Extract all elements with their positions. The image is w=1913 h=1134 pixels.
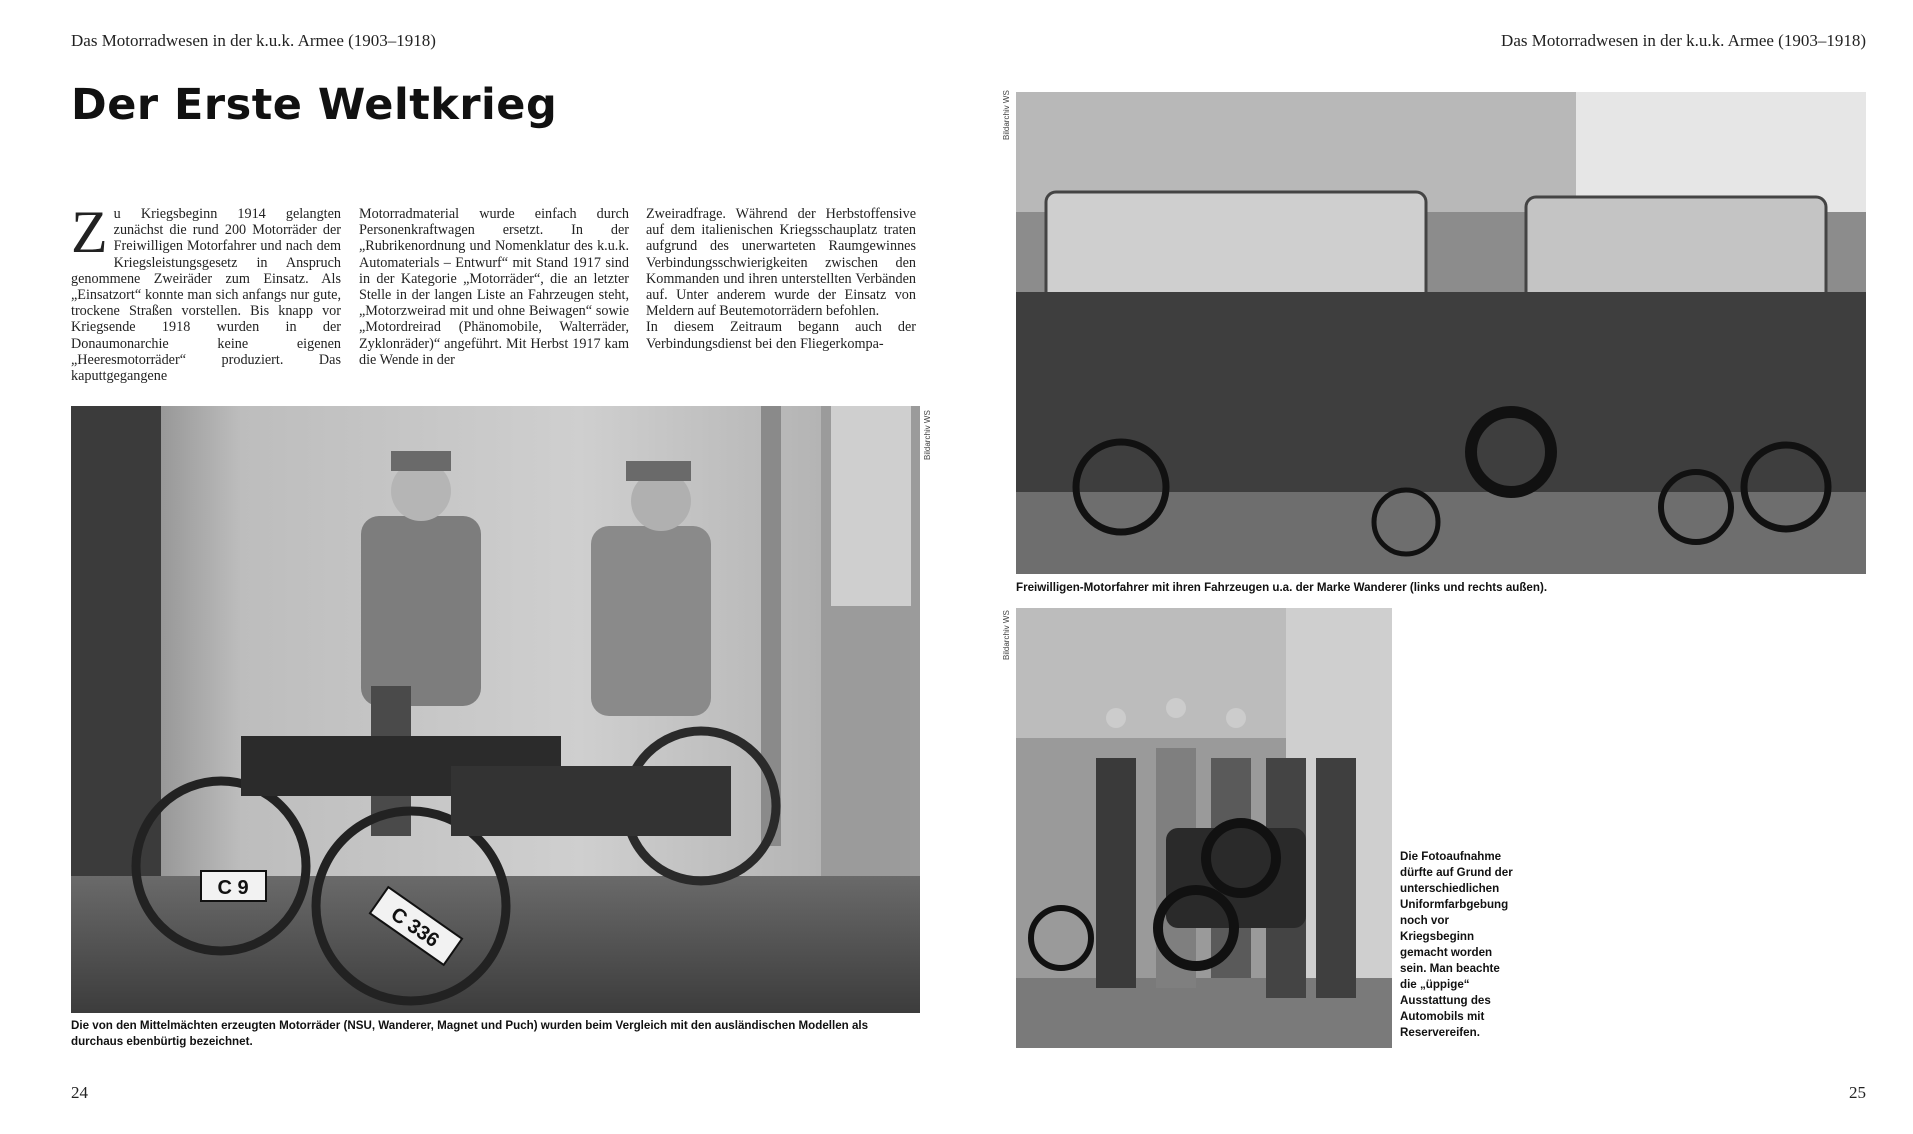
photo-credit-right-bottom: Bildarchiv WS bbox=[1002, 610, 1011, 660]
photo-credit-left: Bildarchiv WS bbox=[923, 410, 932, 460]
running-head-right: Das Motorradwesen in der k.u.k. Armee (1903–1918) bbox=[1501, 31, 1866, 50]
photo-credit-right-top: Bildarchiv WS bbox=[1002, 90, 1011, 140]
page-title: Der Erste Weltkrieg bbox=[71, 80, 558, 130]
page-number-right: 25 bbox=[1849, 1083, 1866, 1102]
running-head-left: Das Motorradwesen in der k.u.k. Armee (1903–1918) bbox=[71, 31, 436, 50]
column-1-text: u Kriegsbeginn 1914 gelangten zunächst die rund 200 Motorräder der Freiwilligen Motorfahrer und nach dem Kriegsleistungsgesetz in Anspruch genommene Zweiräder zum Einsatz. Als „Einsatzort“ konnte man sich anfangs nur gute, trockene Straßen vorstellen. Bis knapp vor Kriegsende 1918 wurden in der Donaumonarchie keine eigenen „Heeresmotorräder“ produziert. Das kaputtgegangene bbox=[71, 206, 341, 385]
text-column-1 bbox=[71, 199, 341, 385]
photo-soldiers-motorcycles bbox=[71, 406, 920, 1013]
caption-right-top: Freiwilligen-Motorfahrer mit ihren Fahrzeugen u.a. der Marke Wanderer (links und rechts außen). bbox=[1016, 581, 1548, 594]
caption-left: Die von den Mittelmächten erzeugten Motorräder (NSU, Wanderer, Magnet und Puch) wurden beim Vergleich mit den ausländischen Modellen als durchaus ebenbürtig bezeichnet. bbox=[71, 1019, 869, 1048]
page-number-left: 24 bbox=[71, 1083, 88, 1102]
license-plate-2: C 336 bbox=[386, 903, 444, 952]
caption-right-bottom: Die Fotoaufnahme dürfte auf Grund der unterschiedlichen Uniformfarbgebung noch vor Kriegsbeginn gemacht worden sein. Man beachte die „üppige“ Ausstattung des Automobils mit Reservereifen. bbox=[1400, 850, 1513, 1039]
photo-volunteer-motorists bbox=[1016, 92, 1866, 574]
drop-cap: Z bbox=[71, 199, 108, 265]
column-3-text-2: In diesem Zeitraum begann auch der Verbindungsdienst bei den Fliegerkompa- bbox=[646, 319, 916, 352]
photo-officers-automobile bbox=[1016, 608, 1392, 1048]
license-plate-1: C 9 bbox=[217, 877, 249, 899]
column-2-text: Motorradmaterial wurde einfach durch Personenkraftwagen ersetzt. In der „Rubrikenordnung und Nomenklatur des k.u.k. Automaterials – Entwurf“ mit Stand 1917 sind in der Kategorie „Motorräder“, die an letzter Stelle in der langen Liste an Fahrzeugen steht, „Motorzweirad mit und ohne Beiwagen“ sowie „Motordreirad (Phänomobile, Walterräder, Zyklonräder)“ angeführt. Mit Herbst 1917 kam die Wende in der bbox=[359, 206, 629, 368]
column-3-text-1: Zweiradfrage. Während der Herbstoffensive auf dem italienischen Kriegsschauplatz traten aufgrund des unerwarteten Raumgewinnes Verbindungsschwierigkeiten zwischen den Kommanden und ihren unterstellten Verbänden auf. Unter anderem wurde der Einsatz von Meldern auf Beutemotorrädern befohlen. bbox=[646, 206, 916, 320]
text-column-3 bbox=[646, 206, 916, 352]
text-column-2 bbox=[359, 206, 629, 368]
